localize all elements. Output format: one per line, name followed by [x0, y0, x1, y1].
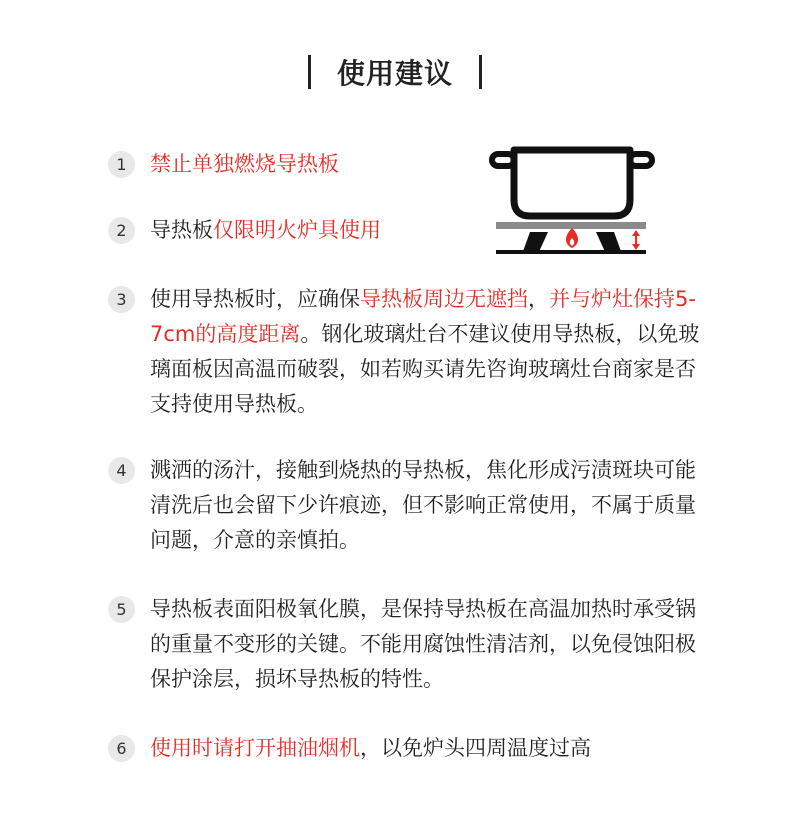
tip-segment: 导热板表面阳极氧化膜，是保持导热板在高温加热时承受锅的重量不变形的关键。不能用腐蚀性清洁剂，以免侵蚀阳极保护涂层，损坏导热板的特性。	[150, 597, 696, 691]
tip-segment: 使用导热板时，应确保	[150, 287, 360, 311]
tip-number-badge: 5	[108, 596, 135, 623]
tip-highlight: 禁止单独燃烧导热板	[150, 152, 339, 176]
title-left-bar	[308, 55, 311, 89]
tip-text	[150, 282, 710, 422]
header	[0, 52, 790, 92]
double-arrow-vertical-icon	[632, 230, 640, 250]
tip-number-badge: 3	[108, 286, 135, 313]
tip-highlight: 使用时请打开抽油烟机	[150, 736, 360, 760]
tip-4	[108, 453, 710, 558]
flame-icon	[566, 228, 578, 248]
page-title: 使用建议	[336, 57, 453, 90]
tip-segment: 导热板	[150, 218, 213, 242]
tip-number-badge: 1	[108, 151, 135, 178]
tip-segment: 溅洒的汤汁，接触到烧热的导热板，焦化形成污渍斑块可能清洗后也会留下少许痕迹，但不影响正常使用，不属于质量问题，介意的亲慎拍。	[150, 458, 696, 552]
tip-highlight: 并与炉灶保持5-7cm的高度距离	[150, 287, 696, 346]
tip-highlight: 仅限明火炉具使用	[213, 218, 381, 242]
tip-3	[108, 282, 710, 422]
tip-highlight: 导热板周边无遮挡	[360, 287, 528, 311]
pot-on-heat-plate-icon	[486, 142, 666, 266]
tip-segment: 。钢化玻璃灶台不建议使用导热板，以免玻璃面板因高温而破裂，如若购买请先咨询玻璃灶台商家是否支持使用导热板。	[150, 322, 700, 416]
tip-6	[108, 731, 710, 766]
tip-segment: ，以免炉头四周温度过高	[360, 736, 591, 760]
tip-number-badge: 6	[108, 735, 135, 762]
tip-5	[108, 592, 710, 697]
tip-text	[150, 453, 710, 558]
title-right-bar	[479, 55, 482, 89]
tip-text	[150, 731, 710, 766]
tip-segment: ，	[528, 287, 549, 311]
tip-text	[150, 592, 710, 697]
tip-number-badge: 2	[108, 217, 135, 244]
tip-number-badge: 4	[108, 457, 135, 484]
